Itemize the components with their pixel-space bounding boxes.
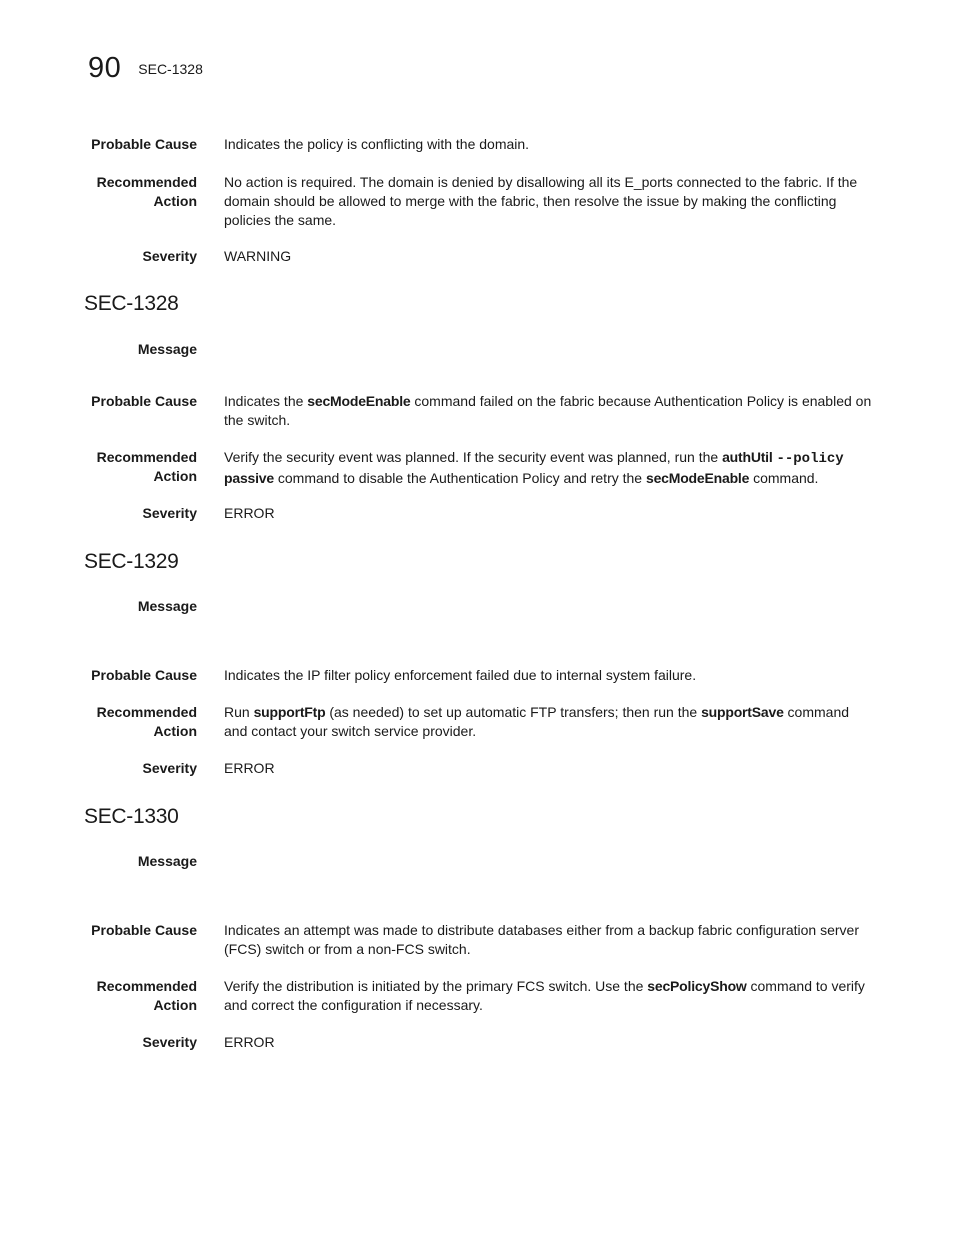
severity-value: WARNING (224, 248, 292, 264)
recommended-action-text: Run supportFtp (as needed) to set up automatic FTP transfers; then run the supportSave command and contact your switch service provider. (224, 704, 850, 739)
command-name: secModeEnable (307, 393, 411, 409)
running-title: SEC-1328 (138, 61, 203, 77)
severity-label: Severity (142, 760, 197, 776)
recommended-action-text: No action is required. The domain is denied by disallowing all its E_ports connected to the fabric. If the domain should be allowed to merge with the fabric, then resolve the issue by making the conflicting policies the same. (224, 174, 858, 228)
message-label: Message (137, 341, 197, 357)
command-name: secModeEnable (645, 470, 750, 486)
message-label: Message (137, 598, 197, 614)
severity-label: Severity (142, 505, 197, 521)
probable-cause-text: Indicates the policy is conflicting with the domain. (224, 136, 530, 152)
probable-cause-label: Probable Cause (91, 922, 197, 938)
command-argument: passive (224, 470, 274, 486)
probable-cause-text: Indicates the IP filter policy enforcement failed due to internal system failure. (224, 667, 697, 683)
recommended-action-label: Recommended Action (96, 978, 197, 1013)
severity-value: ERROR (224, 1034, 275, 1050)
probable-cause-text: Indicates an attempt was made to distribute databases either from a backup fabric configuration server (FCS) switch or from a non-FCS switch. (224, 922, 860, 957)
command-name: supportFtp (253, 704, 326, 720)
command-name: secPolicyShow (647, 978, 747, 994)
severity-value: ERROR (224, 505, 275, 521)
recommended-action-text: Verify the distribution is initiated by the primary FCS switch. Use the secPolicyShow command to verify and correct the configuration if necessary. (224, 978, 865, 1013)
probable-cause-label: Probable Cause (91, 667, 197, 683)
severity-label: Severity (142, 1034, 197, 1050)
severity-label: Severity (142, 248, 197, 264)
section-heading-sec-1329: SEC-1329 (84, 550, 179, 573)
message-label: Message (137, 853, 197, 869)
severity-value: ERROR (224, 760, 275, 776)
page-header (88, 52, 203, 92)
recommended-action-text: Verify the security event was planned. If the security event was planned, run the authUtil --policy passive command to disable the Authentication Policy and retry the secModeEnable command. (224, 449, 844, 486)
command-name: supportSave (701, 704, 784, 720)
page-number: 90 (88, 52, 122, 84)
command-name: authUtil (722, 449, 773, 465)
command-option: --policy (776, 451, 844, 467)
section-heading-sec-1328: SEC-1328 (84, 292, 179, 315)
recommended-action-label: Recommended Action (96, 174, 197, 209)
probable-cause-label: Probable Cause (91, 393, 197, 409)
probable-cause-text: Indicates the secModeEnable command failed on the fabric because Authentication Policy is enabled on the switch. (224, 393, 872, 428)
section-heading-sec-1330: SEC-1330 (84, 805, 179, 828)
recommended-action-label: Recommended Action (96, 704, 197, 739)
probable-cause-label: Probable Cause (91, 136, 197, 152)
recommended-action-label: Recommended Action (96, 449, 197, 484)
